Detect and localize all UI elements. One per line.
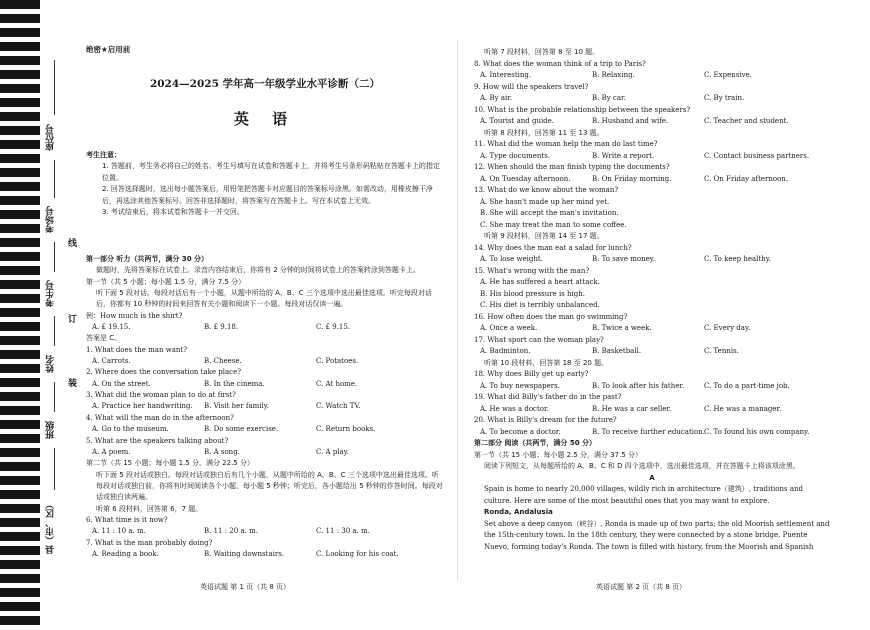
seat-label: 座位号 bbox=[46, 124, 56, 152]
option: B. Relaxing. bbox=[592, 71, 635, 79]
option: C. Watch TV. bbox=[316, 402, 361, 411]
option: A. A poem. bbox=[92, 447, 131, 456]
part2-heading: 第二部分 阅读（共两节，满分 50 分） bbox=[474, 439, 597, 447]
confidential-label: 绝密★启用前 bbox=[86, 45, 131, 54]
option: B. He was a car seller. bbox=[592, 404, 672, 413]
room-line bbox=[54, 160, 55, 198]
part1-intro: 做题时，先将答案标在试卷上。录音内容结束后，你将有 2 分钟的时间将试卷上的答案转涂到答题卡上。 bbox=[96, 266, 420, 275]
option: B. To look after his father. bbox=[592, 381, 685, 390]
option: B. In the cinema. bbox=[204, 379, 265, 388]
option: A. To become a doctor. bbox=[480, 427, 561, 436]
question-7 bbox=[86, 538, 444, 561]
question-text: 13. What do we know about the woman? bbox=[474, 186, 619, 194]
option: B. To save money. bbox=[592, 255, 655, 263]
question-4 bbox=[86, 413, 444, 436]
option: C. Contact business partners. bbox=[704, 151, 810, 160]
question-text: 6. What time is it now? bbox=[86, 515, 168, 524]
question-text: 19. What did Billy's father do in the past? bbox=[474, 393, 622, 401]
option: A. He was a doctor. bbox=[480, 404, 549, 413]
class-label: 班级 bbox=[46, 421, 56, 439]
option: A. Once a week. bbox=[480, 324, 538, 332]
binding-stripes bbox=[0, 0, 40, 630]
question-1 bbox=[86, 345, 444, 368]
option: C. To do a part-time job. bbox=[704, 381, 790, 390]
question-text: 15. What's wrong with the man? bbox=[474, 266, 590, 275]
material-note: 听第 9 段材料，回答第 14 至 17 题。 bbox=[484, 232, 604, 240]
material-note: 听第 10 段材料，回答第 18 至 20 题。 bbox=[484, 358, 609, 367]
option: C. A play. bbox=[316, 447, 349, 456]
option: B. £ 9.18. bbox=[204, 323, 239, 332]
left-column bbox=[86, 254, 444, 560]
option: C. She may treat the man to some coffee. bbox=[480, 220, 627, 229]
question-text: 11. What did the woman help the man do last time? bbox=[474, 140, 658, 148]
footer-page-1: 英语试题 第 1 页（共 8 页） bbox=[200, 583, 291, 591]
county-line bbox=[54, 448, 55, 490]
notice-heading: 考生注意： bbox=[86, 151, 121, 159]
option: C. Looking for his coat. bbox=[316, 549, 399, 558]
option: A. On Tuesday afternoon. bbox=[480, 174, 571, 183]
examno-label: 考生号 bbox=[46, 280, 56, 308]
option: C. Potatoes. bbox=[316, 357, 359, 366]
passage-label: A bbox=[649, 473, 655, 482]
option: C. Return books. bbox=[316, 425, 376, 434]
option: C. By train. bbox=[704, 94, 745, 102]
part2-intro: 阅读下列短文，从每题所给的 A、B、C 和 D 四个选项中，选出最佳选项，并在答题卡上将该项涂黑。 bbox=[484, 462, 800, 470]
option: B. Write a report. bbox=[592, 151, 655, 160]
passage-subheading: Ronda, Andalusia bbox=[484, 508, 553, 516]
question-3 bbox=[86, 390, 444, 413]
option: A. Go to the museum. bbox=[92, 425, 169, 434]
option: A. Badminton. bbox=[480, 347, 531, 355]
question-text: 14. Why does the man eat a salad for lunch? bbox=[474, 243, 632, 252]
question-text: 2. Where does the conversation take place? bbox=[86, 368, 241, 377]
option: B. A song. bbox=[204, 447, 240, 456]
examno-line bbox=[54, 242, 55, 272]
option: A. Carrots. bbox=[92, 357, 131, 366]
question-text: 4. What will the man do in the afternoon? bbox=[86, 413, 234, 422]
option: A. To buy newspapers. bbox=[480, 381, 560, 390]
option: C. His diet is terribly unbalanced. bbox=[480, 301, 600, 309]
option: B. 11 : 20 a. m. bbox=[204, 527, 258, 536]
option: A. Practice her handwriting. bbox=[92, 402, 193, 411]
option: B. Cheese. bbox=[204, 357, 242, 366]
option: C. Teacher and student. bbox=[704, 117, 789, 125]
material-note: 听第 8 段材料，回答第 11 至 13 题。 bbox=[484, 128, 604, 137]
option: A. She hasn't made up her mind yet. bbox=[480, 197, 610, 206]
option: A. 11 : 10 a. m. bbox=[92, 527, 146, 536]
question-5 bbox=[86, 436, 444, 459]
option: C. To found his own company. bbox=[704, 427, 810, 436]
page-divider bbox=[457, 40, 458, 580]
option: A. Reading a book. bbox=[92, 549, 159, 558]
question-text: 17. What sport can the woman play? bbox=[474, 335, 604, 344]
notice-item: 1. 答题前，考生务必将自己的姓名、考生号填写在试卷和答题卡上，并将考生号条形码粘贴在答题卡上的指定位置。 bbox=[102, 162, 440, 182]
sec2-heading: 第二节（共 15 小题；每小题 1.5 分，满分 22.5 分） bbox=[86, 459, 254, 468]
option: A. Tourist and guide. bbox=[480, 117, 555, 125]
option: B. Do some exercise. bbox=[204, 425, 279, 434]
option: B. Visit her family. bbox=[204, 402, 269, 411]
sec2-intro: 听下面 5 段对话或独白。每段对话或独白后有几个小题，从题中所给的 A、B、C 三个选项中选出最佳选项。听每段对话或独白前，你将有时间阅读各个小题，每小题 5 秒钟；听完后，各小题给出 5 秒钟的作答时间。每段对话或独白读两遍。 bbox=[96, 470, 443, 502]
cut-mark-ding: 订 bbox=[68, 315, 78, 325]
question-text: 16. How often does the man go swimming? bbox=[474, 312, 628, 321]
option: C. He was a manager. bbox=[704, 404, 782, 413]
footer-page-2: 英语试题 第 2 页（共 8 页） bbox=[596, 583, 687, 591]
cut-mark-xian: 线 bbox=[68, 239, 78, 249]
question-text: 5. What are the speakers talking about? bbox=[86, 436, 229, 445]
right-column bbox=[474, 47, 830, 553]
option: C. £ 9.15. bbox=[316, 323, 351, 332]
option: A. Type documents. bbox=[480, 151, 551, 160]
option: C. At home. bbox=[316, 379, 358, 388]
option: C. Expensive. bbox=[704, 71, 752, 79]
option: C. Tennis. bbox=[704, 347, 739, 355]
option: C. 11 : 30 a. m. bbox=[316, 527, 370, 536]
part1-heading: 第一部分 听力（共两节，满分 30 分） bbox=[86, 255, 209, 263]
option: B. On Friday morning. bbox=[592, 174, 672, 183]
class-line bbox=[54, 382, 55, 412]
option: B. To receive further education. bbox=[592, 427, 705, 436]
question-text: 3. What did the woman plan to do at first? bbox=[86, 391, 236, 400]
sec1-intro: 听下面 5 段对话。每段对话后有一个小题，从题中所给的 A、B、C 三个选项中选出最佳选项。听完每段对话后，你都有 10 秒钟的时间来回答有关小题和阅读下一小题。每段对话仅读一遍。 bbox=[96, 289, 432, 309]
notice-block bbox=[86, 150, 444, 218]
question-text: 9. How will the speakers travel? bbox=[474, 82, 589, 91]
material-note: 听第 6 段材料，回答第 6，7 题。 bbox=[96, 504, 203, 513]
passage-paragraph: Spain is home to nearly 20,000 villages, wildly rich in architecture（建筑）, traditions and culture. Here are some of the most beautiful ones that you may want to explore. bbox=[484, 485, 803, 505]
option: B. Waiting downstairs. bbox=[204, 549, 285, 558]
question-text: 18. Why does Billy get up early? bbox=[474, 370, 589, 378]
room-label: 考场号 bbox=[46, 206, 56, 234]
sec1-heading: 第一节（共 5 小题；每小题 1.5 分，满分 7.5 分） bbox=[86, 277, 246, 286]
option: A. He has suffered a heart attack. bbox=[480, 278, 600, 286]
example-question: 例：How much is the shirt? bbox=[86, 311, 183, 320]
binding-strip bbox=[40, 0, 70, 630]
option: C. Every day. bbox=[704, 324, 751, 332]
question-text: 10. What is the probable relationship between the speakers? bbox=[474, 105, 691, 114]
option: C. On Friday afternoon. bbox=[704, 174, 789, 183]
name-line bbox=[54, 316, 55, 346]
option: B. Twice a week. bbox=[592, 324, 652, 332]
notice-item: 3. 考试结束后，将本试卷和答题卡一并交回。 bbox=[102, 208, 244, 217]
option: A. To lose weight. bbox=[480, 255, 543, 263]
option: A. Interesting. bbox=[480, 71, 532, 79]
question-text: 12. When should the man finish typing the documents? bbox=[474, 163, 670, 171]
subject-title: 英 语 bbox=[233, 110, 297, 128]
option: A. £ 19.15. bbox=[92, 323, 131, 332]
option: A. On the street. bbox=[92, 379, 151, 388]
option: B. Basketball. bbox=[592, 347, 642, 355]
name-label: 姓名 bbox=[46, 355, 56, 373]
material-note: 听第 7 段材料，回答第 8 至 10 题。 bbox=[484, 48, 600, 56]
option: B. His blood pressure is high. bbox=[480, 289, 586, 298]
question-text: 1. What does the man want? bbox=[86, 345, 187, 354]
option: B. By car. bbox=[592, 94, 626, 102]
question-6 bbox=[86, 515, 444, 538]
part2-section1-heading: 第一节（共 15 小题；每小题 2.5 分，满分 37.5 分） bbox=[474, 450, 642, 459]
question-text: 7. What is the man probably doing? bbox=[86, 538, 213, 547]
passage-paragraph: Set above a deep canyon（峡谷）, Ronda is made up of two parts; the old Moorish settlement and the 15th-century town. In the 18th century, they were connected by a stone bridge, Puente Nuevo, forming today's Ronda. The town is filled with history, from the Moorish and Spanish bbox=[484, 519, 830, 551]
seat-line bbox=[54, 60, 55, 115]
cut-mark-zhuang: 装 bbox=[68, 379, 78, 389]
option: B. Husband and wife. bbox=[592, 117, 669, 125]
notice-item: 2. 回答选择题时，选出每小题答案后，用铅笔把答题卡对应题目的答案标号涂黑。如需改动，用橡皮擦干净后，再选涂其他答案标号。回答非选择题时，将答案写在答题卡上。写在本试卷上无效。 bbox=[102, 185, 433, 205]
option: A. By air. bbox=[480, 94, 513, 102]
question-text: 20. What is Billy's dream for the future? bbox=[474, 416, 617, 424]
question-2 bbox=[86, 367, 444, 390]
option: C. To keep healthy. bbox=[704, 255, 771, 263]
option: B. She will accept the man's invitation. bbox=[480, 209, 619, 217]
exam-title: 2024—2025 学年高一年级学业水平诊断（二） bbox=[149, 78, 381, 90]
question-text: 8. What does the woman think of a trip to Paris? bbox=[474, 59, 646, 68]
example-options bbox=[86, 322, 444, 333]
example-answer: 答案是 C。 bbox=[86, 334, 122, 343]
county-label: 县（市、区） bbox=[46, 500, 56, 554]
